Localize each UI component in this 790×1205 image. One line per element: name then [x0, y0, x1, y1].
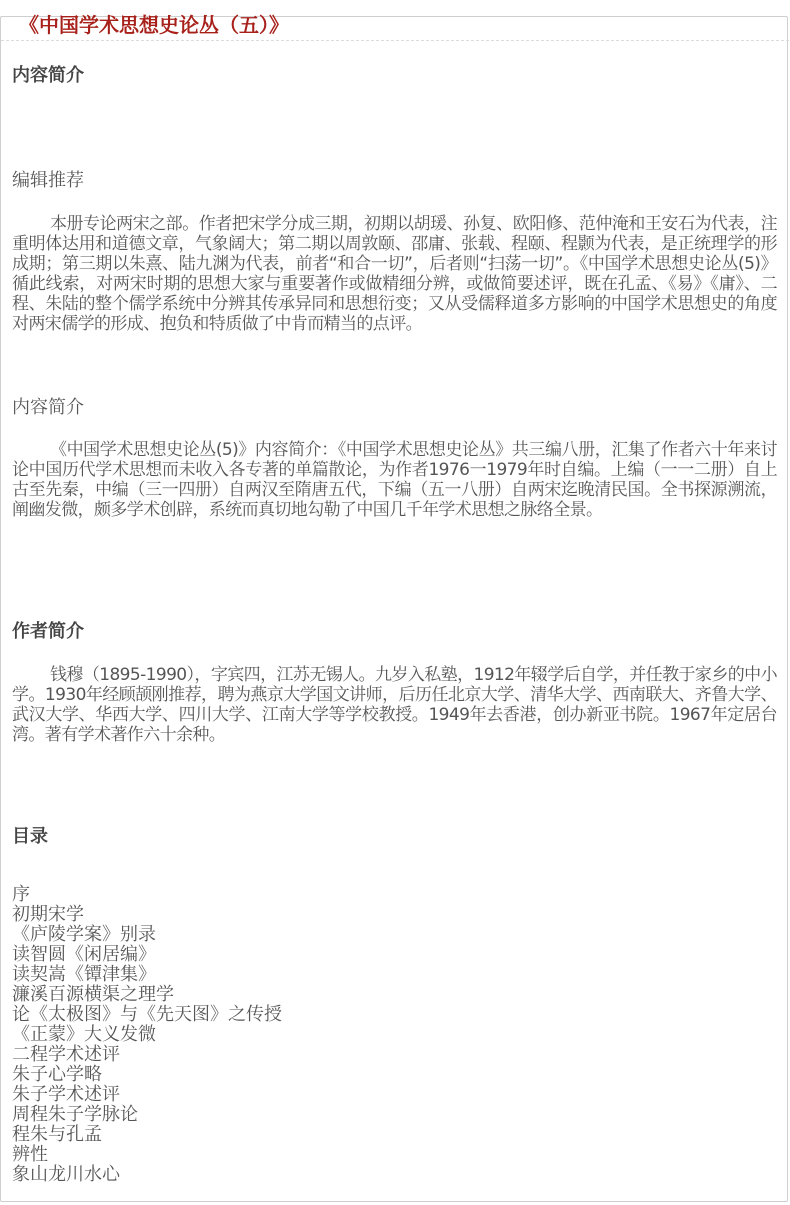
toc-item: 序 [12, 884, 30, 905]
book-title: 《中国学术思想史论丛（五）》 [19, 13, 289, 37]
toc-item: 辨性 [12, 1144, 48, 1165]
toc-item: 读智圆《闲居编》 [12, 944, 156, 965]
toc-item: 朱子心学略 [12, 1064, 102, 1085]
toc-item: 初期宋学 [12, 904, 84, 925]
content-intro-text: 《中国学术思想史论丛(5)》内容简介：《中国学术思想史论丛》共三编八册，汇集了作者六十年来讨论中国历代学术思想而未收入各专著的单篇散论，为作者1976一1979年时自编。上编（一一二册）自上古至先秦，中编（三一四册）自两汉至隋唐五代，下编（五一八册）自两宋迄晚清民国。全书探源溯流，阐幽发微，颇多学术创辟，系统而真切地勾勒了中国几千年学术思想之脉络全景。 [12, 440, 777, 520]
toc-heading: 目录 [12, 826, 48, 847]
toc-item: 读契嵩《镡津集》 [12, 964, 156, 985]
toc-list [12, 885, 282, 1185]
title-bar [1, 13, 789, 41]
author-intro-heading: 作者简介 [12, 621, 84, 642]
toc-item: 二程学术述评 [12, 1044, 120, 1065]
book-detail-panel [0, 13, 788, 1202]
editor-recommend-text: 本册专论两宋之部。作者把宋学分成三期，初期以胡瑗、孙复、欧阳修、范仲淹和王安石为代表，注重明体达用和道德文章，气象阔大；第二期以周敦颐、邵庸、张载、程颐、程颢为代表，是正统理学的形成期；第三期以朱熹、陆九渊为代表，前者“和合一切”，后者则“扫荡一切”。《中国学术思想史论丛(5)》循此线索，对两宋时期的思想大家与重要著作或做精细分辨，或做简要述评，既在孔孟、《易》《庸》、二程、朱陆的整个儒学系统中分辨其传承异同和思想衍变；又从受儒释道多方影响的中国学术思想史的角度对两宋儒学的形成、抱负和特质做了中肯而精当的点评。 [12, 214, 777, 334]
content-intro-heading: 内容简介 [12, 397, 84, 418]
toc-item: 论《太极图》与《先天图》之传授 [12, 1004, 282, 1025]
toc-item: 象山龙川水心 [12, 1164, 120, 1185]
toc-item: 《正蒙》大义发微 [12, 1024, 156, 1045]
content-intro-main-heading: 内容简介 [12, 65, 84, 86]
toc-item: 《庐陵学案》别录 [12, 924, 156, 945]
toc-item: 朱子学术述评 [12, 1084, 120, 1105]
toc-item: 周程朱子学脉论 [12, 1104, 138, 1125]
toc-item: 程朱与孔孟 [12, 1124, 102, 1145]
editor-recommend-heading: 编辑推荐 [12, 170, 84, 191]
toc-item: 濂溪百源横渠之理学 [12, 984, 174, 1005]
author-intro-text: 钱穆（1895-1990），字宾四，江苏无锡人。九岁入私塾，1912年辍学后自学，并任教于家乡的中小学。1930年经顾颉刚推荐，聘为燕京大学国文讲师，后历任北京大学、清华大学、西南联大、齐鲁大学、武汉大学、华西大学、四川大学、江南大学等学校教授。1949年去香港，创办新亚书院。1967年定居台湾。著有学术著作六十余种。 [12, 665, 777, 745]
